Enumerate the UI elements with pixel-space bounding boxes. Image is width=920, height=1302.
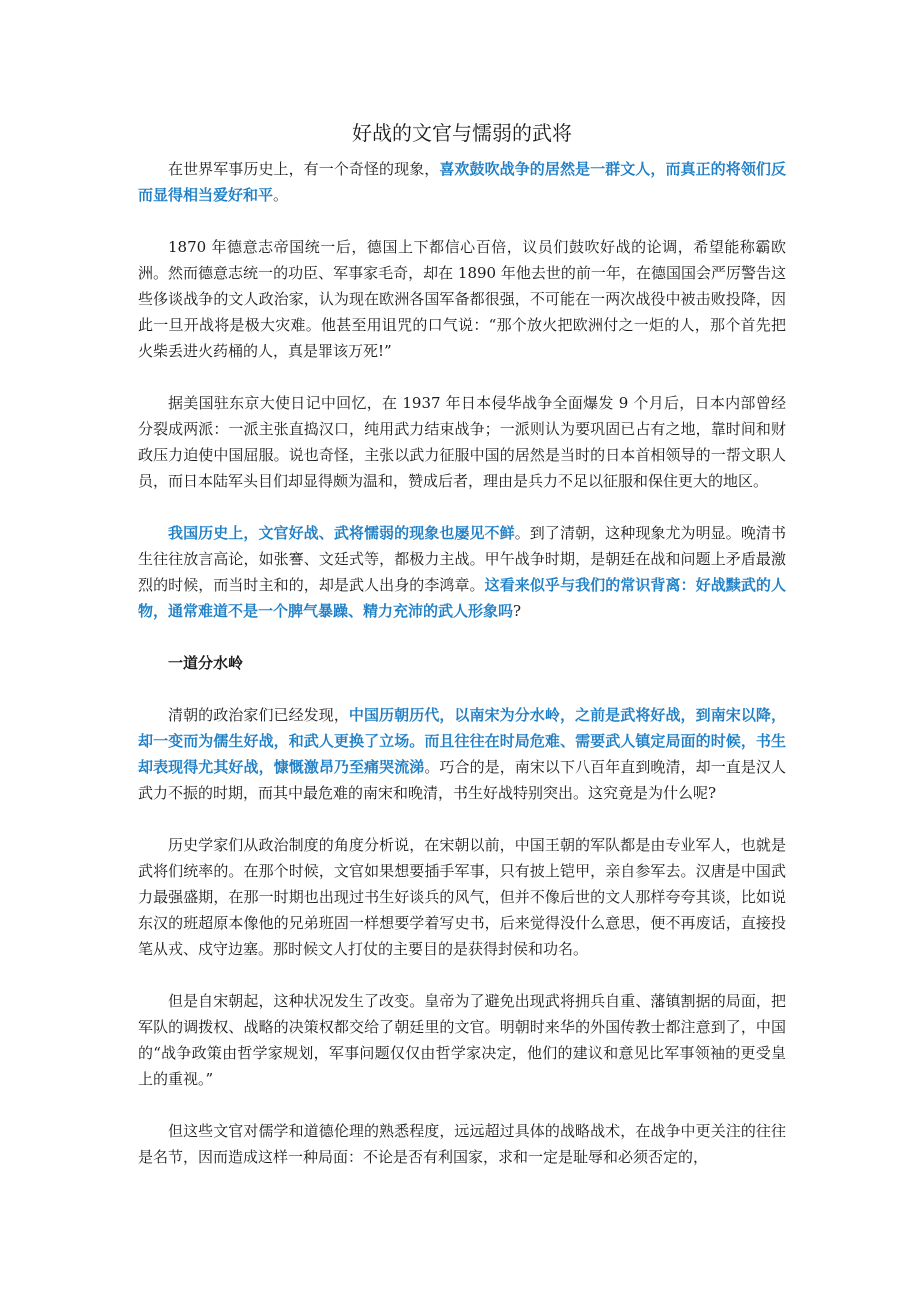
paragraph-2: 1870 年德意志帝国统一后，德国上下都信心百倍，议员们鼓吹好战的论调，希望能称霸欧洲。然而德意志统一的功臣、军事家毛奇，却在 1890 年他去世的前一年，在德国国会严厉警告这些侈谈战争的文人政治家，认为现在欧洲各国军备都很强，不可能在一两次战役中被击败投降，因此一旦开战将是极大灾难。他甚至用诅咒的口气说：“那个放火把欧洲付之一炬的人，那个首先把火柴丢进火药桶的人，真是罪该万死!” — [138, 238, 786, 360]
paragraph-6: 历史学家们从政治制度的角度分析说，在宋朝以前，中国王朝的军队都是由专业军人，也就是武将们统率的。在那个时候，文官如果想要插手军事，只有披上铠甲，亲自参军去。汉唐是中国武力最强盛期，在那一时期也出现过书生好谈兵的风气，但并不像后世的文人那样夸夸其谈，比如说东汉的班超原本像他的兄弟班固一样想要学着写史书，后来觉得没什么意思，便不再废话，直接投笔从戎、戍守边塞。那时候文人打仗的主要目的是获得封侯和功名。 — [138, 836, 786, 958]
paragraph-1-highlight: 喜欢鼓吹战争的居然是一群文人，而真正的将领们反而显得相当爱好和平 — [138, 160, 786, 204]
paragraph-8: 但这些文官对儒学和道德伦理的熟悉程度，远远超过具体的战略战术，在战争中更关注的往往是名节，因而造成这样一种局面：不论是否有利国家，求和一定是耻辱和必须否定的， — [138, 1122, 786, 1166]
document-title: 好战的文官与懦弱的武将 — [352, 121, 572, 145]
paragraph-4 — [138, 520, 786, 624]
paragraph-3: 据美国驻东京大使日记中回忆，在 1937 年日本侵华战争全面爆发 9 个月后，日本内部曾经分裂成两派：一派主张直捣汉口，纯用武力结束战争；一派则认为要巩固已占有之地，靠时间和财政压力迫使中国屈服。说也奇怪，主张以武力征服中国的居然是当时的日本首相领导的一帮文职人员，而日本陆军头目们却显得颇为温和，赞成后者，理由是兵力不足以征服和保住更大的地区。 — [138, 394, 786, 490]
paragraph-5 — [138, 702, 786, 806]
paragraph-4-highlight-1: 我国历史上，文官好战、武将懦弱的现象也屡见不鲜 — [168, 524, 515, 542]
paragraph-4-text: 。到了清朝，这种现象尤为明显。晚清书生往往放言高论，如张謇、文廷式等，都极力主战。甲午战争时期，是朝廷在战和问题上矛盾最激烈的时候，而当时主和的，却是武人出身的李鸿章。 — [138, 524, 786, 594]
paragraph-5-end: 。巧合的是，南宋以下八百年直到晚清，却一直是汉人武力不振的时期，而其中最危难的南宋和晚清，书生好战特别突出。这究竟是为什么呢? — [138, 758, 786, 802]
paragraph-1-text: 在世界军事历史上，有一个奇怪的现象， — [168, 160, 440, 178]
paragraph-4-end: ? — [513, 602, 522, 620]
document-page — [138, 118, 786, 1196]
paragraph-4-highlight-2: 这看来似乎与我们的常识背离：好战黩武的人物，通常难道不是一个脾气暴躁、精力充沛的武人形象吗 — [138, 576, 786, 620]
paragraph-5-highlight: 中国历朝历代，以南宋为分水岭，之前是武将好战，到南宋以降，却一变而为儒生好战，和武人更换了立场。而且往往在时局危难、需要武人镇定局面的时候，书生却表现得尤其好战，慷慨激昂乃至痛哭流涕 — [138, 706, 786, 776]
section-heading: 一道分水岭 — [168, 654, 244, 672]
paragraph-7: 但是自宋朝起，这种状况发生了改变。皇帝为了避免出现武将拥兵自重、藩镇割据的局面，把军队的调拨权、战略的决策权都交给了朝廷里的文官。明朝时来华的外国传教士都注意到了，中国的“战争政策由哲学家规划，军事问题仅仅由哲学家决定，他们的建议和意见比军事领袖的更受皇上的重视。” — [138, 992, 786, 1088]
paragraph-1-end: 。 — [273, 186, 289, 204]
paragraph-5-text: 清朝的政治家们已经发现， — [168, 706, 349, 724]
paragraph-1 — [138, 156, 786, 208]
